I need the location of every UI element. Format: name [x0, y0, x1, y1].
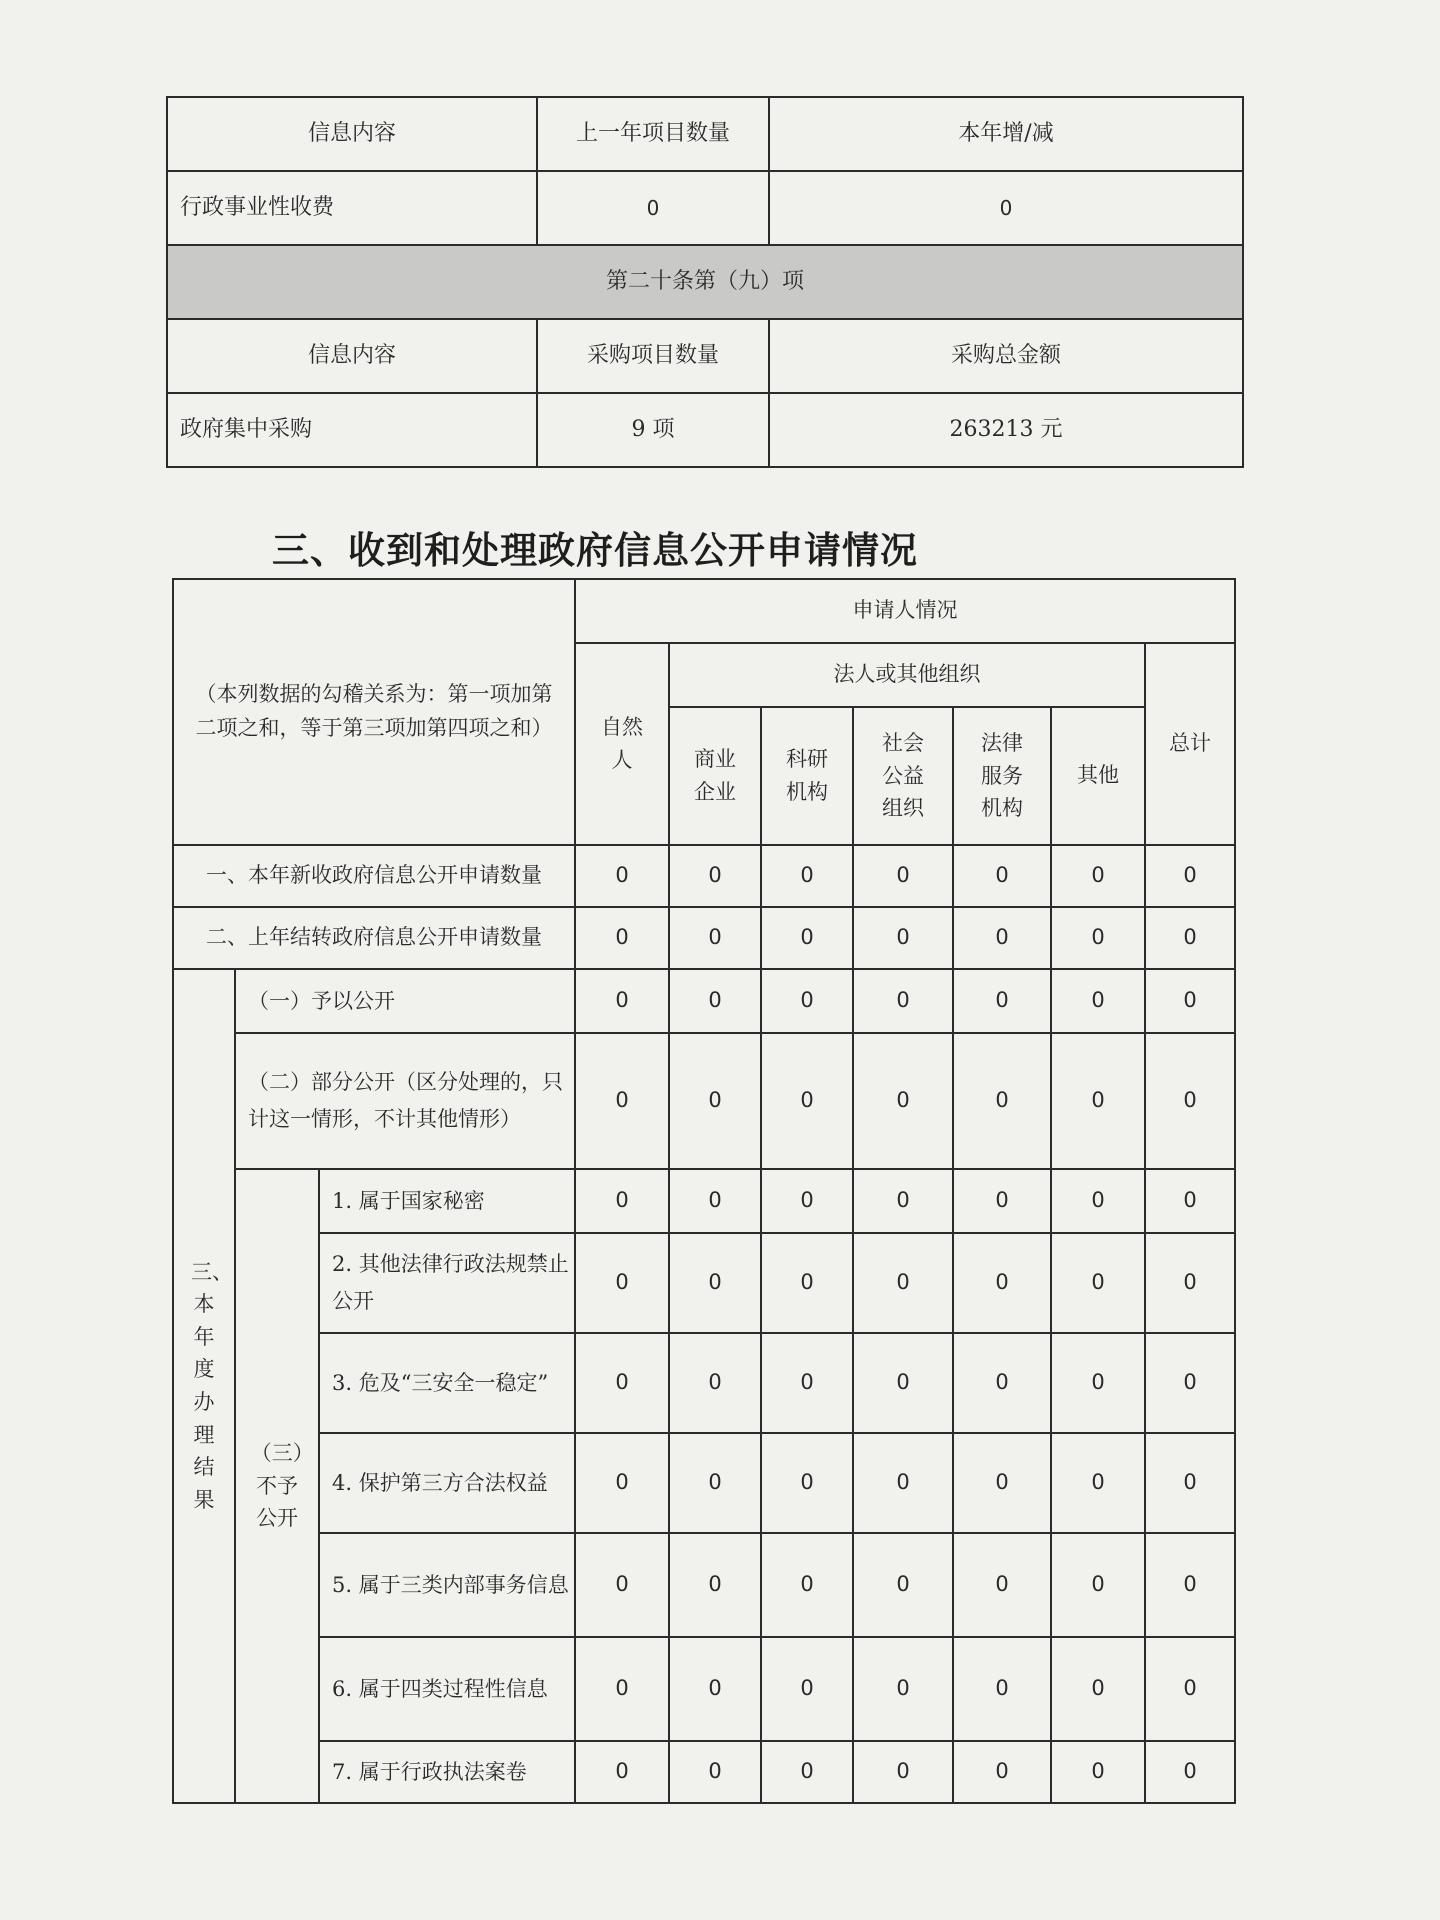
applicant-header: 申请人情况 — [575, 579, 1235, 643]
cell: 0 — [761, 969, 853, 1033]
cell: 0 — [1051, 1433, 1145, 1533]
group-not-open-label: （三）不予公开 — [235, 1169, 319, 1803]
cell: 0 — [761, 1233, 853, 1333]
cell: 0 — [761, 1333, 853, 1433]
cell: 0 — [1145, 1433, 1235, 1533]
cell: 0 — [575, 1333, 669, 1433]
table-note: （本列数据的勾稽关系为：第一项加第二项之和，等于第三项加第四项之和） — [173, 579, 575, 845]
cell: 0 — [669, 1333, 761, 1433]
cell: 0 — [1145, 845, 1235, 907]
header2-purchase-amount: 采购总金额 — [769, 319, 1243, 393]
cell: 0 — [953, 1533, 1051, 1637]
cell: 0 — [853, 1741, 953, 1803]
col-other: 其他 — [1051, 707, 1145, 845]
col-public-welfare: 社会公益组织 — [853, 707, 953, 845]
cell: 0 — [853, 845, 953, 907]
cell: 0 — [575, 845, 669, 907]
cell: 0 — [669, 1433, 761, 1533]
cell: 0 — [575, 1033, 669, 1169]
cell: 0 — [669, 1637, 761, 1741]
cell: 0 — [853, 1233, 953, 1333]
cell: 0 — [853, 1333, 953, 1433]
cell: 0 — [669, 1741, 761, 1803]
cell: 0 — [761, 1433, 853, 1533]
cell: 0 — [853, 1637, 953, 1741]
applications-table — [172, 578, 1236, 1804]
cell: 0 — [953, 1169, 1051, 1233]
cell: 0 — [1051, 1637, 1145, 1741]
cell: 0 — [853, 1033, 953, 1169]
cell: 0 — [575, 1533, 669, 1637]
admin-fees-change: 0 — [769, 171, 1243, 245]
header-prev-count: 上一年项目数量 — [537, 97, 769, 171]
cell: 0 — [1145, 1169, 1235, 1233]
col-business: 商业企业 — [669, 707, 761, 845]
row-new-applications: 一、本年新收政府信息公开申请数量 — [173, 845, 575, 907]
cell: 0 — [953, 969, 1051, 1033]
header2-purchase-count: 采购项目数量 — [537, 319, 769, 393]
cell: 0 — [953, 1741, 1051, 1803]
cell: 0 — [1051, 1033, 1145, 1169]
cell: 0 — [575, 1169, 669, 1233]
cell: 0 — [1145, 1741, 1235, 1803]
cell: 0 — [853, 969, 953, 1033]
not-open-item-3: 3. 危及“三安全一稳定” — [319, 1333, 575, 1433]
cell: 0 — [575, 1741, 669, 1803]
not-open-item-2: 2. 其他法律行政法规禁止公开 — [319, 1233, 575, 1333]
not-open-item-7: 7. 属于行政执法案卷 — [319, 1741, 575, 1803]
not-open-item-1: 1. 属于国家秘密 — [319, 1169, 575, 1233]
cell: 0 — [1051, 1533, 1145, 1637]
row-admin-fees: 行政事业性收费 — [167, 171, 537, 245]
header2-info-content: 信息内容 — [167, 319, 537, 393]
cell: 0 — [953, 1433, 1051, 1533]
cell: 0 — [575, 1637, 669, 1741]
cell: 0 — [761, 1741, 853, 1803]
cell: 0 — [575, 1433, 669, 1533]
cell: 0 — [761, 1637, 853, 1741]
header-info-content: 信息内容 — [167, 97, 537, 171]
cell: 0 — [669, 969, 761, 1033]
header-change: 本年增/减 — [769, 97, 1243, 171]
cell: 0 — [761, 907, 853, 969]
row-central-procurement: 政府集中采购 — [167, 393, 537, 467]
cell: 0 — [853, 1169, 953, 1233]
cell: 0 — [669, 1169, 761, 1233]
cell: 0 — [1145, 907, 1235, 969]
cell: 0 — [1145, 969, 1235, 1033]
cell: 0 — [761, 1033, 853, 1169]
not-open-item-6: 6. 属于四类过程性信息 — [319, 1637, 575, 1741]
row-partial-open: （二）部分公开（区分处理的，只计这一情形，不计其他情形） — [235, 1033, 575, 1169]
procurement-count: 9 项 — [537, 393, 769, 467]
col-research: 科研机构 — [761, 707, 853, 845]
col-legal-service: 法律服务机构 — [953, 707, 1051, 845]
section-article-20-9: 第二十条第（九）项 — [167, 245, 1243, 319]
procurement-amount: 263213 元 — [769, 393, 1243, 467]
cell: 0 — [669, 845, 761, 907]
cell: 0 — [1051, 1169, 1145, 1233]
cell: 0 — [575, 1233, 669, 1333]
cell: 0 — [1051, 1333, 1145, 1433]
cell: 0 — [853, 1433, 953, 1533]
row-carried-over: 二、上年结转政府信息公开申请数量 — [173, 907, 575, 969]
group-results-label: 三、本年度办理结果 — [173, 969, 235, 1803]
section-title: 三、收到和处理政府信息公开申请情况 — [272, 529, 918, 572]
cell: 0 — [669, 907, 761, 969]
cell: 0 — [669, 1533, 761, 1637]
not-open-item-4: 4. 保护第三方合法权益 — [319, 1433, 575, 1533]
not-open-item-5: 5. 属于三类内部事务信息 — [319, 1533, 575, 1637]
info-table-top — [166, 96, 1244, 468]
admin-fees-prev: 0 — [537, 171, 769, 245]
cell: 0 — [953, 1637, 1051, 1741]
cell: 0 — [575, 969, 669, 1033]
cell: 0 — [953, 907, 1051, 969]
cell: 0 — [1051, 1233, 1145, 1333]
col-natural-person: 自然人 — [575, 643, 669, 845]
cell: 0 — [1145, 1333, 1235, 1433]
cell: 0 — [1145, 1637, 1235, 1741]
cell: 0 — [669, 1033, 761, 1169]
cell: 0 — [1051, 907, 1145, 969]
cell: 0 — [1051, 1741, 1145, 1803]
cell: 0 — [761, 1169, 853, 1233]
cell: 0 — [669, 1233, 761, 1333]
cell: 0 — [1145, 1233, 1235, 1333]
cell: 0 — [953, 1233, 1051, 1333]
col-total: 总计 — [1145, 643, 1235, 845]
cell: 0 — [575, 907, 669, 969]
legal-org-header: 法人或其他组织 — [669, 643, 1145, 707]
cell: 0 — [953, 1033, 1051, 1169]
cell: 0 — [1145, 1033, 1235, 1169]
cell: 0 — [1051, 969, 1145, 1033]
cell: 0 — [761, 845, 853, 907]
cell: 0 — [953, 1333, 1051, 1433]
row-open: （一）予以公开 — [235, 969, 575, 1033]
cell: 0 — [853, 1533, 953, 1637]
cell: 0 — [853, 907, 953, 969]
cell: 0 — [761, 1533, 853, 1637]
cell: 0 — [953, 845, 1051, 907]
cell: 0 — [1145, 1533, 1235, 1637]
cell: 0 — [1051, 845, 1145, 907]
